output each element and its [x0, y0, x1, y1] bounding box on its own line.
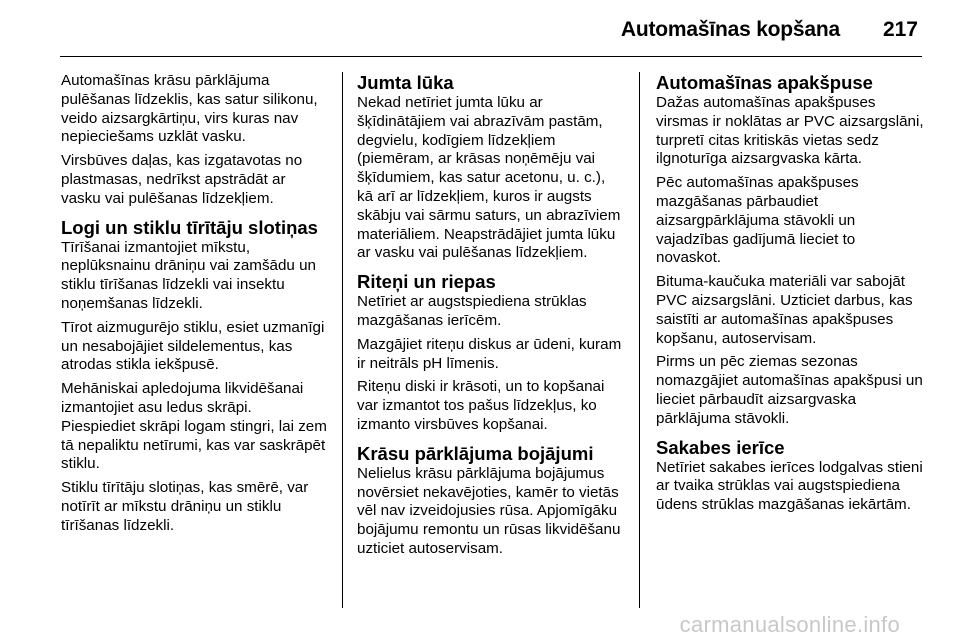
heading-windows-wipers: Logi un stiklu tīrītāju slotiņas: [61, 216, 318, 238]
paragraph: Nekad netīriet jumta lūku ar šķīdinātājiem vai abrazīvām pastām, degvielu, kodīgiem līdzekļiem (piemēram, ar krāsas noņēmēju vai šķīdumiem, kas satur acetonu, u. c.), kā arī ar līdzekļiem, kuros ir augsts skābju vai sārmu saturs, un abrazīviem materiāliem. Neapstrādājiet jumta lūku ar vasku vai pulēšanas līdzekļiem.: [357, 94, 621, 262]
column-divider: [639, 72, 640, 608]
paragraph: Tīrīšanai izmantojiet mīkstu, neplūksnainu drāniņu vai zamšādu un stiklu tīrīšanas līdzekli vai insektu noņemšanas līdzekli.: [61, 238, 316, 312]
paragraph: Dažas automašīnas apakšpuses virsmas ir noklātas ar PVC aizsargslāni, turpretī citas kritiskās vietas sedz ilgnoturīga aizsargvaska kārta.: [656, 94, 924, 168]
heading-sunroof: Jumta lūka: [357, 72, 454, 93]
paragraph: Mehāniskai apledojuma likvidēšanai izmantojiet asu ledus skrāpi. Piespiediet skrāpi logam stingri, lai zem tā nepaliktu netīrumi, kas var saskrāpēt stiklu.: [61, 380, 327, 473]
column-3: [656, 72, 924, 520]
column-divider: [342, 72, 343, 608]
header-divider: [60, 56, 922, 57]
section-title: Automašīnas kopšana: [620, 18, 840, 41]
paragraph: Bituma-kaučuka materiāli var sabojāt PVC aizsargslāni. Uzticiet darbus, kas saistīti ar automašīnas apakšpuses kopšanu, autoservisam.: [656, 273, 913, 347]
paragraph: Pirms un pēc ziemas sezonas nomazgājiet automašīnas apakšpusi un lieciet pārbaudīt aizsargvaska pārklājuma stāvokli.: [656, 353, 923, 427]
paragraph: Mazgājiet riteņu diskus ar ūdeni, kuram ir neitrāls pH līmenis.: [357, 335, 622, 372]
paragraph: Tīrot aizmugurējo stiklu, esiet uzmanīgi un nesabojājiet sildelementus, kas atrodas stikla iekšpusē.: [61, 318, 325, 374]
column-2: [357, 72, 625, 564]
paragraph: Pēc automašīnas apakšpuses mazgāšanas pārbaudiet aizsargpārklājuma stāvokli un vajadzības gadījumā lieciet to novaskot.: [656, 174, 859, 267]
paragraph: Riteņu diski ir krāsoti, un to kopšanai var izmantot tos pašus līdzekļus, ko izmanto virsbūves kopšanai.: [357, 378, 605, 433]
paragraph: Nelielus krāsu pārklājuma bojājumus novērsiet nekavējoties, kamēr to vietās vēl nav izveidojusies rūsa. Apjomīgāku bojājumu remontu un rūsas likvidēšanu uzticiet autoservisam.: [357, 464, 621, 557]
column-1: [61, 72, 329, 541]
watermark: carmanualsonline.info: [679, 612, 900, 637]
intro-paragraph-2: Virsbūves daļas, kas izgatavotas no plastmasas, nedrīkst apstrādāt ar vasku vai pulēšanas līdzekļiem.: [61, 152, 303, 207]
heading-wheels-tyres: Riteņi un riepas: [357, 271, 496, 293]
intro-paragraph-1: Automašīnas krāsu pārklājuma pulēšanas līdzeklis, kas satur silikonu, veido aizsargkārtiņu, virs kuras nav nepieciešams uzklāt vasku.: [61, 72, 318, 146]
paragraph: Netīriet ar augstspiediena strūklas mazgāšanas ierīcēm.: [357, 293, 587, 329]
heading-underbody: Automašīnas apakšpuse: [656, 72, 873, 93]
heading-paint-damage: Krāsu pārklājuma bojājumi: [357, 442, 594, 464]
paragraph: Stiklu tīrītāju slotiņas, kas smērē, var notīrīt ar mīkstu drāniņu un stiklu tīrīšanas līdzekli.: [61, 479, 309, 534]
page-header: [0, 0, 960, 52]
page-number: 217: [882, 18, 918, 41]
heading-towing-device: Sakabes ierīce: [656, 436, 785, 458]
paragraph: Netīriet sakabes ierīces lodgalvas stieni ar tvaika strūklas vai augstspiediena ūdens strūklas mazgāšanas iekārtām.: [656, 458, 923, 514]
